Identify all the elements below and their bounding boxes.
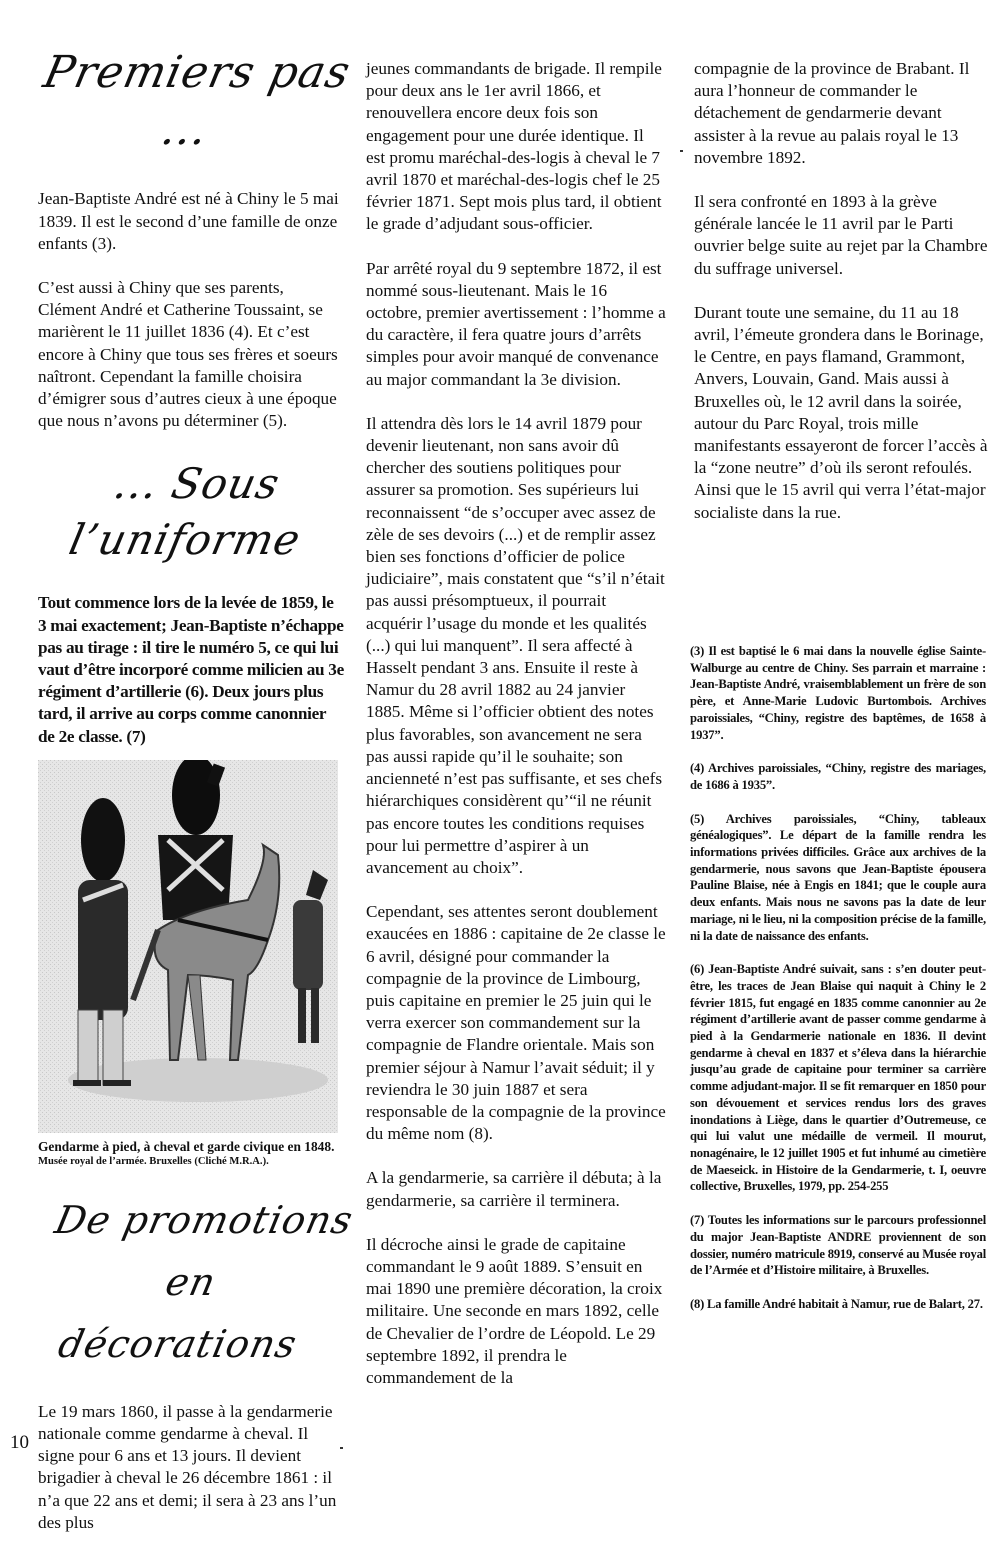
footnote-6: (6) Jean-Baptiste André suivait, sans : s’en douter peut-être, les traces de Jean Blaise qui naquit à Chiny le 2 février 1815, fut engagé en 1835 comme canonnier au 2e régiment d’artillerie avant de passer comme gendarme à pied à la Gendarmerie nationale en 1836. Il devint gendarme à cheval en 1837 et s’éleva dans la hiérarchie jusqu’au grade de capitaine pour terminer sa carrière comme adjudant-major. Il se fit remarquer en 1850 pour son dévouement et services rendus lors des graves inondations à Liège, dans le quartier d’Outremeuse, ce qui lui valut une médaille de vermeil. Il mourut, nonagénaire, le 12 juillet 1905 et fut inhumé au cimetière de Maeseick. in Histoire de la Gendarmerie, t. I, oeuvre collective, Bruxelles, 1979, pp. 254-255 [690, 962, 986, 1194]
paragraph: jeunes commandants de brigade. Il rempile pour deux ans le 1er avril 1866, et renouvellera encore deux fois son engagement pour une durée identique. Il est promu maréchal-des-logis à cheval le 7 avril 1870 et maréchal-des-logis chef le 25 février 1871. Sept mois plus tard, il obtient le grade d’adjudant sous-officier. [366, 59, 662, 234]
heading-sous-uniforme [26, 456, 356, 568]
paragraph: Jean-Baptiste André est né à Chiny le 5 mai 1839. Il est le second d’une famille de onze enfants (3). [38, 189, 339, 253]
footnote-8: (8) La famille André habitait à Namur, rue de Balart, 27. [690, 1296, 983, 1311]
paragraph: Il décroche ainsi le grade de capitaine commandant le 9 août 1889. S’ensuit en mai 1890 une première décoration, la croix militaire. Une seconde en mars 1892, celle de Chevalier de l’ordre de Léopold. Le 29 septembre 1892, il prendra le commandement de la [366, 1234, 663, 1387]
scan-speck [340, 1447, 343, 1449]
heading-premiers-pas: Premiers pas ... [39, 47, 356, 156]
footnote-5: (5) Archives paroissiales, “Chiny, tableaux généalogiques”. Le départ de la famille rendra les informations privées difficiles. Grâce aux archives de la gendarmerie, nous savons que Jean-Baptiste épousera Pauline Blaise, née à Engis en 1841; que le couple aura deux enfants. Mais nous ne savons pas la date de leur mariage, ni le lieu, ni la composition précise de la famille, ni la date de naissance des enfants. [690, 811, 986, 943]
heading-promotions [18, 1189, 364, 1375]
column-2 [366, 58, 666, 1411]
gendarmes-illustration-graphic [38, 760, 338, 1133]
scan-speck [680, 150, 683, 152]
illustration-gendarmes [38, 760, 338, 1133]
paragraph: Le 19 mars 1860, il passe à la gendarmerie nationale comme gendarme à cheval. Il signe pour 6 ans et 13 jours. Il devient brigadier à cheval le 26 décembre 1861 : il n’a que 22 ans et demi; il sera à 23 ans l’un des plus [38, 1401, 337, 1532]
footnote-7: (7) Toutes les informations sur le parcours professionnel du major Jean-Baptiste ANDRE proviennent de son dossier, numéro matricule 8919, conservé au Musée royal de l’Armée et d’Histoire militaire, à Bruxelles. [690, 1213, 986, 1278]
paragraph: C’est aussi à Chiny que ses parents, Clément André et Catherine Toussaint, se marièrent le 11 juillet 1836 (4). Et c’est encore à Chiny que tous ses frères et soeurs naîtront. Cependant la famille choisira d’émigrer sous d’autres cieux à une époque que nous n’avons pu déterminer (5). [38, 277, 338, 431]
paragraph: Par arrêté royal du 9 septembre 1872, il est nommé sous-lieutenant. Mais le 16 octobre, premier avertissement : l’homme a du caractère, il fera quatre jours d’arrêts simples pour avoir manqué de convenance au major commandant la 3e division. [366, 258, 666, 389]
heading-line: De promotions en [51, 1197, 358, 1304]
footnote-4: (4) Archives paroissiales, “Chiny, registre des mariages, de 1686 à 1935”. [690, 761, 986, 792]
footnotes [690, 643, 986, 1330]
footnote-3: (3) Il est baptisé le 6 mai dans la nouvelle église Sainte-Walburge au centre de Chiny. Ses parrain et marraine : Jean-Baptiste André, vraisemblablement un frère de son père, et Anne-Marie Ludovic Burtombois. Archives paroissiales, “Chiny, registre des baptêmes, de 1658 à 1937”. [690, 644, 986, 742]
heading-line: ... Sous [109, 459, 285, 509]
paragraph: Il sera confronté en 1893 à la grève générale lancée le 11 avril par le Parti ouvrier belge suite au rejet par la Chambre du suffrage universel. [694, 192, 988, 278]
heading-line: l’uniforme [64, 515, 306, 565]
column-1 [38, 40, 358, 1556]
heading-line: décorations [54, 1321, 302, 1366]
paragraph: Il attendra dès lors le 14 avril 1879 pour devenir lieutenant, non sans avoir dû chercher des soutiens politiques pour assurer sa promotion. Ses supérieurs lui reconnaissent “de s’occuper avec assez de zèle de ses devoirs (...) et de remplir assez bien ses fonctions d’officier de police judiciaire”, mais constatent que “s’il n’était pas aussi présomptueux, il pourrait acquérir l’usage du monde et les qualités (...) qui lui manquent”. Il sera affecté à Hasselt pendant 3 ans. Ensuite il reste à Namur du 28 avril 1882 au 24 janvier 1885. Même si l’officier obtient des notes plus favorables, son avancement ne sera pas aussi rapide qu’il le souhaite; son ancienneté n’est pas suffisante, et ses chefs hiérarchiques considèrent qu’“il ne réunit pas encore toutes les conditions requises pour lui permettre d’aspirer à un avancement au choix”. [366, 413, 665, 877]
column-3 [694, 58, 988, 546]
paragraph: Cependant, ses attentes seront doublement exaucées en 1886 : capitaine de 2e classe le 6 avril, désigné pour commander la compagnie de la province de Limbourg, puis capitaine en premier le 25 juin qui le verra exercer son commandement sur la compagnie de Flandre orientale. Mais son premier séjour à Namur l’avait séduit; il y reviendra le 30 juin 1887 et sera responsable de la compagnie de la province du même nom (8). [366, 902, 666, 1144]
paragraph: Durant toute une semaine, du 11 au 18 avril, l’émeute grondera dans le Borinage, le Centre, en pays flamand, Grammont, Anvers, Louvain, Gand. Mais aussi à Bruxelles où, le 12 avril dans la soirée, autour du Parc Royal, trois mille manifestants essayeront de forcer l’accès à la “zone neutre” d’où ils seront refoulés. Ainsi que le 15 avril qui verra l’état-major socialiste dans la rue. [694, 302, 988, 522]
paragraph: Tout commence lors de la levée de 1859, le 3 mai exactement; Jean-Baptiste n’échappe pas au tirage : il tire le numéro 5, ce qui lui vaut d’être incorporé comme milicien au 3e régiment d’artillerie (6). Deux jours plus tard, il arrive au corps comme canonnier de 2e classe. (7) [38, 593, 344, 746]
figure-credit: Musée royal de l’armée. Bruxelles (Cliché M.R.A.). [38, 1155, 269, 1167]
page-number: 10 [10, 1432, 29, 1453]
paragraph: compagnie de la province de Brabant. Il aura l’honneur de commander le détachement de gendarmerie devant assister à la revue au palais royal le 13 novembre 1892. [694, 59, 970, 167]
figure-caption: Gendarme à pied, à cheval et garde civique en 1848. [38, 1138, 335, 1154]
paragraph: A la gendarmerie, sa carrière il débuta; à la gendarmerie, sa carrière il terminera. [366, 1168, 662, 1210]
